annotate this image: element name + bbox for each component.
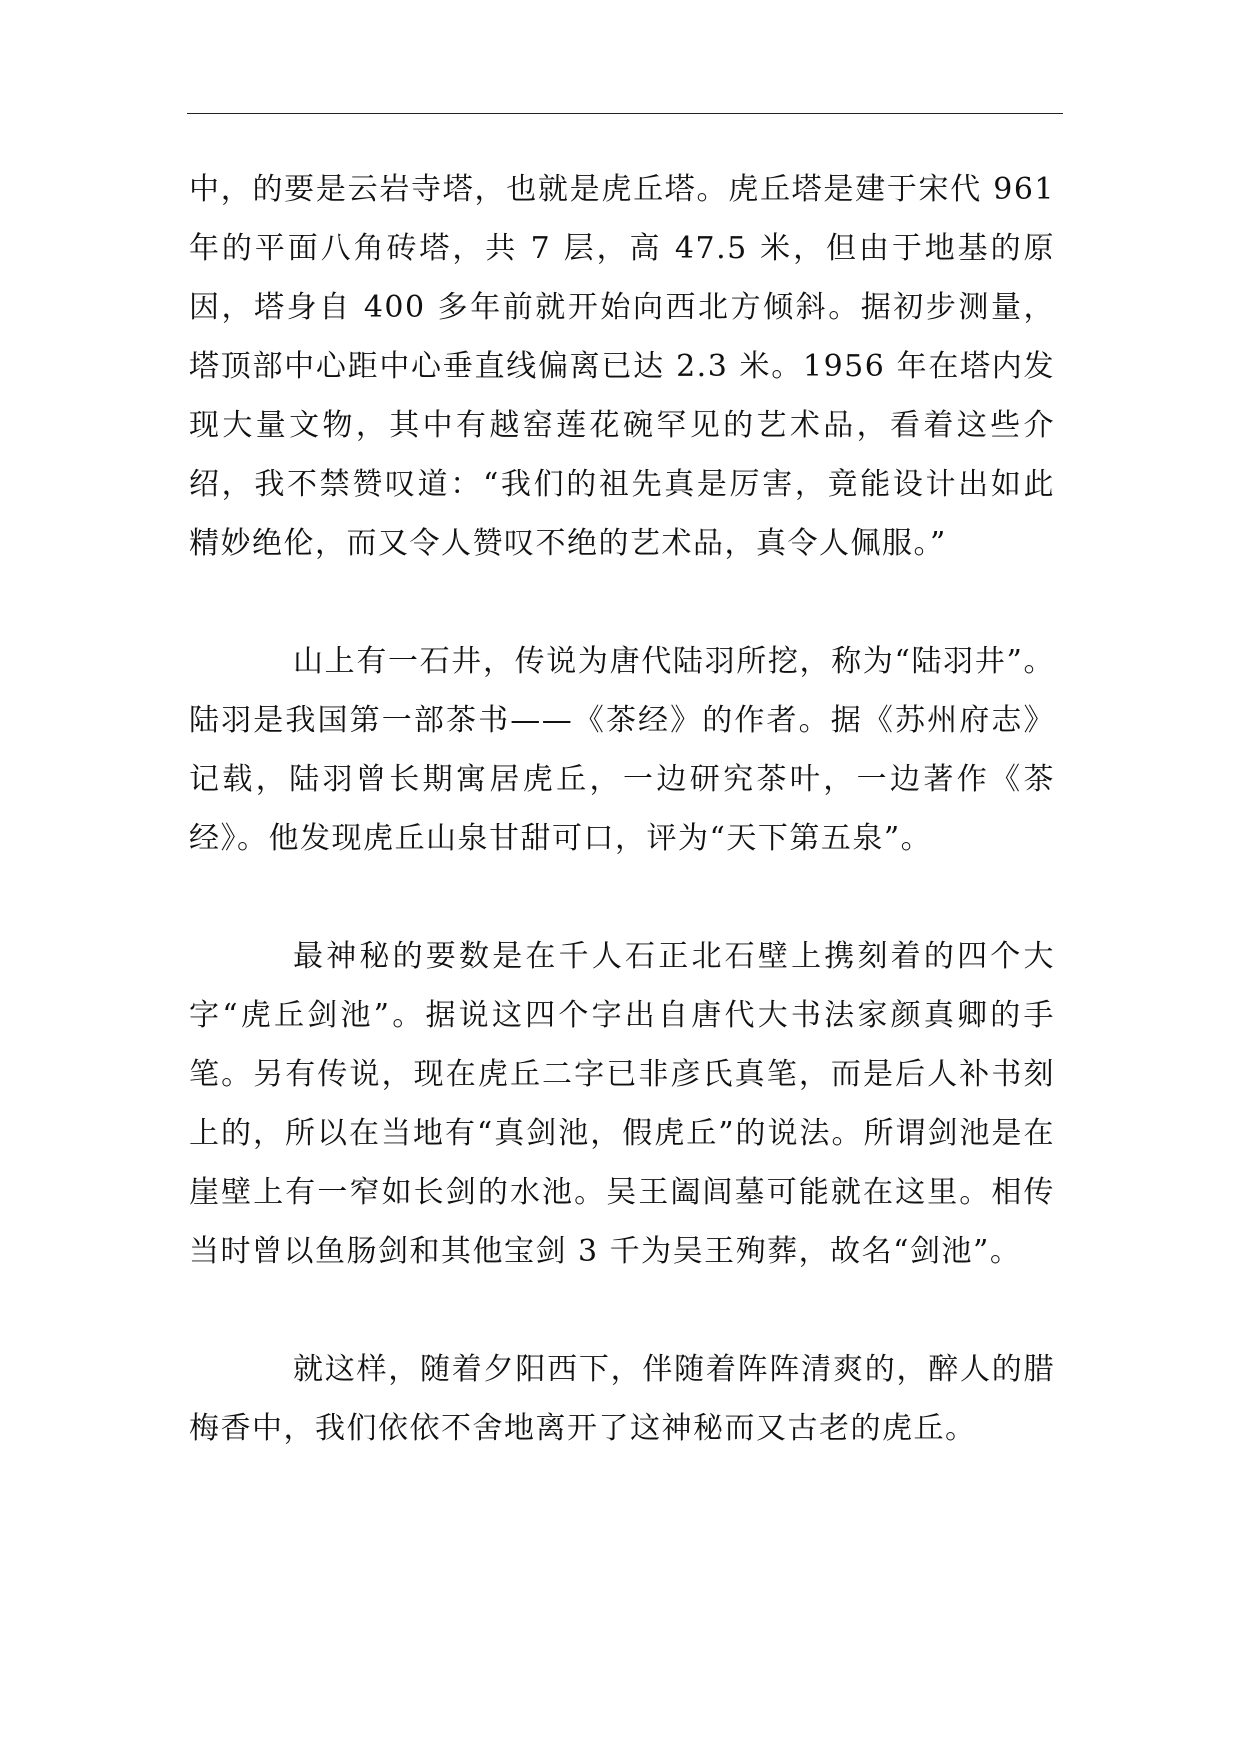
paragraph-spacer — [189, 1281, 1055, 1340]
paragraph-2: 山上有一石井，传说为唐代陆羽所挖，称为“陆羽井”。陆羽是我国第一部茶书——《茶经》的作者。据《苏州府志》记载，陆羽曾长期寓居虎丘，一边研究茶叶，一边著作《茶经》。他发现虎丘山泉甘甜可口，评为“天下第五泉”。 — [189, 644, 1055, 856]
paragraph-3: 最神秘的要数是在千人石正北石壁上携刻着的四个大字“虎丘剑池”。据说这四个字出自唐代大书法家颜真卿的手笔。另有传说，现在虎丘二字已非彦氏真笔，而是后人补书刻上的，所以在当地有“真剑池，假虎丘”的说法。所谓剑池是在崖壁上有一窄如长剑的水池。吴王阖闾墓可能就在这里。相传当时曾以鱼肠剑和其他宝剑 3 千为吴王殉葬，故名“剑池”。 — [189, 939, 1055, 1269]
document-body — [189, 160, 1055, 1458]
header-rule — [187, 113, 1063, 114]
paragraph-4: 就这样，随着夕阳西下，伴随着阵阵清爽的，醉人的腊梅香中，我们依依不舍地离开了这神秘而又古老的虎丘。 — [189, 1352, 1055, 1446]
paragraph-spacer — [189, 573, 1055, 632]
paragraph-spacer — [189, 868, 1055, 927]
paragraph-1: 中，的要是云岩寺塔，也就是虎丘塔。虎丘塔是建于宋代 961 年的平面八角砖塔，共 7 层，高 47.5 米，但由于地基的原因，塔身自 400 多年前就开始向西北方倾斜。据初步测量，塔顶部中心距中心垂直线偏离已达 2.3 米。1956 年在塔内发现大量文物，其中有越窑莲花碗罕见的艺术品，看着这些介绍，我不禁赞叹道：“我们的祖先真是厉害，竟能设计出如此精妙绝伦，而又令人赞叹不绝的艺术品，真令人佩服。” — [189, 172, 1055, 561]
